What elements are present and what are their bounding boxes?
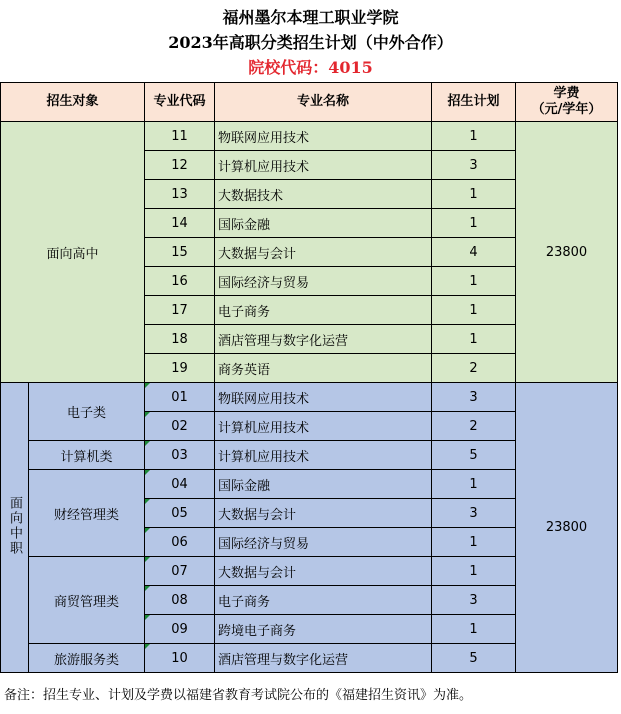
tuition-fee-high-school: 23800 bbox=[516, 122, 618, 383]
school-code: 院校代码：4015 bbox=[248, 58, 373, 77]
plan-count: 1 bbox=[432, 267, 516, 296]
plan-count: 3 bbox=[432, 383, 516, 412]
major-code: 09 bbox=[145, 615, 215, 644]
school-name: 福州墨尔本理工职业学院 bbox=[222, 8, 399, 27]
major-name: 物联网应用技术 bbox=[215, 383, 432, 412]
major-code: 03 bbox=[145, 441, 215, 470]
major-code: 05 bbox=[145, 499, 215, 528]
header-fee bbox=[516, 83, 618, 122]
category-tourism: 旅游服务类 bbox=[29, 644, 145, 673]
major-name: 计算机应用技术 bbox=[215, 412, 432, 441]
tuition-fee-vocational: 23800 bbox=[516, 383, 618, 673]
major-name: 国际金融 bbox=[215, 209, 432, 238]
plan-count: 1 bbox=[432, 557, 516, 586]
major-name: 大数据与会计 bbox=[215, 557, 432, 586]
plan-count: 1 bbox=[432, 470, 516, 499]
major-code: 08 bbox=[145, 586, 215, 615]
major-name: 计算机应用技术 bbox=[215, 151, 432, 180]
plan-count: 2 bbox=[432, 354, 516, 383]
major-name: 国际金融 bbox=[215, 470, 432, 499]
major-code: 15 bbox=[145, 238, 215, 267]
major-code: 18 bbox=[145, 325, 215, 354]
plan-count: 1 bbox=[432, 615, 516, 644]
footnote: 备注：招生专业、计划及学费以福建省教育考试院公布的《福建招生资讯》为准。 bbox=[4, 688, 473, 703]
major-name: 电子商务 bbox=[215, 586, 432, 615]
major-name: 国际经济与贸易 bbox=[215, 528, 432, 557]
major-code: 12 bbox=[145, 151, 215, 180]
plan-count: 2 bbox=[432, 412, 516, 441]
plan-count: 1 bbox=[432, 325, 516, 354]
table-row bbox=[1, 383, 618, 412]
major-code: 02 bbox=[145, 412, 215, 441]
header-code: 专业代码 bbox=[145, 83, 215, 122]
plan-count: 3 bbox=[432, 499, 516, 528]
major-name: 大数据与会计 bbox=[215, 238, 432, 267]
major-name: 电子商务 bbox=[215, 296, 432, 325]
plan-count: 1 bbox=[432, 296, 516, 325]
major-name: 酒店管理与数字化运营 bbox=[215, 325, 432, 354]
plan-count: 1 bbox=[432, 122, 516, 151]
header-fee-line1: 学费 bbox=[553, 86, 580, 101]
major-code: 10 bbox=[145, 644, 215, 673]
plan-count: 1 bbox=[432, 209, 516, 238]
major-name: 商务英语 bbox=[215, 354, 432, 383]
major-code: 06 bbox=[145, 528, 215, 557]
major-code: 01 bbox=[145, 383, 215, 412]
major-name: 大数据技术 bbox=[215, 180, 432, 209]
category-commerce: 商贸管理类 bbox=[29, 557, 145, 644]
document-header bbox=[0, 0, 621, 82]
major-name: 物联网应用技术 bbox=[215, 122, 432, 151]
major-name: 大数据与会计 bbox=[215, 499, 432, 528]
category-electronics: 电子类 bbox=[29, 383, 145, 441]
major-code: 07 bbox=[145, 557, 215, 586]
plan-count: 4 bbox=[432, 238, 516, 267]
major-code: 14 bbox=[145, 209, 215, 238]
plan-count: 5 bbox=[432, 441, 516, 470]
plan-count: 3 bbox=[432, 151, 516, 180]
major-code: 11 bbox=[145, 122, 215, 151]
major-name: 国际经济与贸易 bbox=[215, 267, 432, 296]
major-code: 04 bbox=[145, 470, 215, 499]
target-high-school: 面向高中 bbox=[1, 122, 145, 383]
header-target: 招生对象 bbox=[1, 83, 145, 122]
major-name: 酒店管理与数字化运营 bbox=[215, 644, 432, 673]
major-name: 计算机应用技术 bbox=[215, 441, 432, 470]
plan-count: 5 bbox=[432, 644, 516, 673]
major-code: 16 bbox=[145, 267, 215, 296]
target-vocational bbox=[1, 383, 29, 673]
header-name: 专业名称 bbox=[215, 83, 432, 122]
table-header-row bbox=[1, 83, 618, 122]
plan-title: 2023年高职分类招生计划（中外合作） bbox=[168, 33, 453, 52]
header-fee-line2: （元/学年） bbox=[531, 102, 602, 117]
plan-count: 1 bbox=[432, 528, 516, 557]
plan-count: 3 bbox=[432, 586, 516, 615]
category-finance: 财经管理类 bbox=[29, 470, 145, 557]
category-computer: 计算机类 bbox=[29, 441, 145, 470]
major-code: 13 bbox=[145, 180, 215, 209]
enrollment-table bbox=[0, 82, 618, 673]
major-code: 17 bbox=[145, 296, 215, 325]
major-name: 跨境电子商务 bbox=[215, 615, 432, 644]
plan-count: 1 bbox=[432, 180, 516, 209]
table-row bbox=[1, 122, 618, 151]
target-vocational-label: 面向中职 bbox=[7, 495, 22, 556]
major-code: 19 bbox=[145, 354, 215, 383]
header-plan: 招生计划 bbox=[432, 83, 516, 122]
